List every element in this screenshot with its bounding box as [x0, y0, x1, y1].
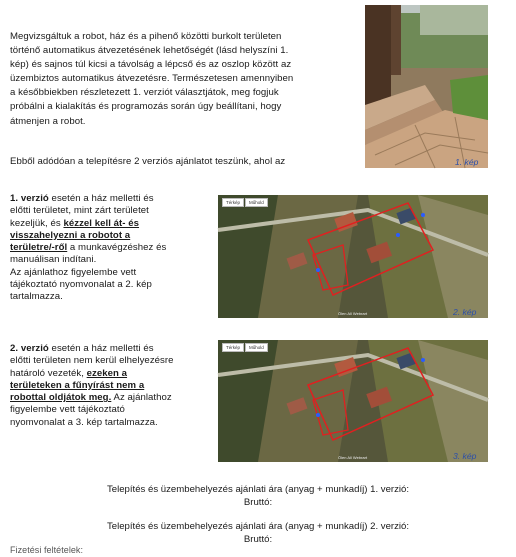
- version-1-line: [10, 193, 215, 205]
- version-2-emphasis: területeken a fűnyírást nem a: [10, 379, 145, 391]
- intro-line: próbálni a kialakítás és programozás során úgy beállítani, hogy: [10, 101, 282, 113]
- version-1-line: [10, 242, 215, 254]
- satellite-map-2[interactable]: [218, 195, 488, 318]
- version-1-emphasis: területre/-ről: [10, 242, 68, 254]
- price-block-1: [0, 483, 516, 509]
- version-2-line: nyomvonalat a 3. kép tartalmazza.: [10, 416, 158, 428]
- intro-line: Megvizsgáltuk a robot, ház és a pihenő közötti burkolt területen: [10, 31, 282, 42]
- version-1-line: előtti területet, mint zárt területet: [10, 205, 149, 217]
- version-2-line-text: határoló vezeték,: [10, 367, 87, 379]
- price-1-label: Telepítés és üzembehelyezés ajánlati ára (anyag + munkadíj) 1. verzió:: [106, 484, 410, 495]
- version-1-line-text: esetén a ház melletti és: [48, 193, 154, 204]
- version-1-line: [10, 218, 215, 230]
- version-2-line: [10, 392, 220, 404]
- version-1-line: Az ajánlathoz figyelembe vett: [10, 266, 137, 278]
- version-1-line-text: kezeljük, és: [10, 217, 64, 229]
- offer-sentence: Ebből adódóan a telepítésre 2 verziós ajánlatot teszünk, ahol az: [10, 156, 286, 167]
- site-photo-1-image: [365, 5, 488, 168]
- map-3-footer: Ölen All Webrart: [338, 455, 368, 460]
- photo-1-caption: 1. kép: [455, 157, 479, 167]
- version-1-emphasis: kézzel kell át- és: [63, 217, 140, 229]
- intro-paragraph: [10, 30, 360, 129]
- version-1-title: 1. verzió: [10, 193, 49, 204]
- cut-off-line: Fizetési feltételek:: [10, 545, 84, 555]
- satellite-map-3[interactable]: [218, 340, 488, 462]
- version-2-line: figyelembe vett tájékoztató: [10, 404, 125, 416]
- version-1-line: tartalmazza.: [10, 291, 63, 303]
- version-1-line-text: a munkavégzéshez és: [67, 242, 167, 254]
- version-2-title: 2. verzió: [10, 343, 49, 354]
- map-2-type-buttons: [222, 198, 268, 207]
- price-1-gross: Bruttó:: [243, 497, 273, 508]
- map-3-caption: 3. kép: [453, 451, 477, 461]
- version-2-line: előtti területen nem kerül elhelyezésre: [10, 355, 174, 367]
- intro-line: kép) és sajnos túl kicsi a távolság a lépcső és az oszlop között az: [10, 59, 292, 71]
- satellite-map-2-image: [218, 195, 488, 318]
- intro-line: a későbbiekben részletezett 1. verziót választjátok, meg fogjuk: [10, 87, 279, 99]
- map-2-caption: 2. kép: [453, 307, 477, 317]
- map-3-map-button[interactable]: Térkép: [222, 343, 244, 352]
- intro-line: történő automatikus átvezetésének lehetőségét (lásd helyszíni 1.: [10, 45, 289, 57]
- version-1-emphasis: visszahelyezni a robotot a: [10, 229, 131, 241]
- version-2-line: [10, 368, 220, 380]
- version-1-line: manuálisan indítani.: [10, 254, 97, 266]
- version-2-line: [10, 343, 220, 355]
- version-2-text: [10, 343, 220, 429]
- satellite-map-3-image: [218, 340, 488, 462]
- version-1-line: tájékoztató nyomvonalat a 2. kép: [10, 279, 152, 291]
- map-3-type-buttons: [222, 343, 268, 352]
- map-2-satellite-button[interactable]: Műhold: [245, 198, 268, 207]
- version-2-emphasis: robottal oldjátok meg.: [10, 392, 112, 404]
- price-2-gross: Bruttó:: [243, 534, 273, 545]
- map-3-satellite-button[interactable]: Műhold: [245, 343, 268, 352]
- intro-line: átmenjen a robot.: [10, 115, 86, 127]
- price-2-label: Telepítés és üzembehelyezés ajánlati ára (anyag + munkadíj) 2. verzió:: [106, 521, 410, 532]
- site-photo-1: [365, 5, 488, 168]
- version-2-emphasis: ezeken a: [86, 367, 128, 379]
- map-2-footer: Ölen All Webrart: [338, 311, 368, 316]
- version-2-line-text: esetén a ház melletti és: [48, 343, 154, 354]
- version-2-line-text: Az ajánlathoz: [111, 392, 172, 404]
- map-2-map-button[interactable]: Térkép: [222, 198, 244, 207]
- intro-line: üzembiztos automatikus átvezetésre. Természetesen amennyiben: [10, 73, 294, 85]
- version-2-line: [10, 380, 220, 392]
- version-1-line: [10, 230, 215, 242]
- version-1-text: [10, 193, 215, 304]
